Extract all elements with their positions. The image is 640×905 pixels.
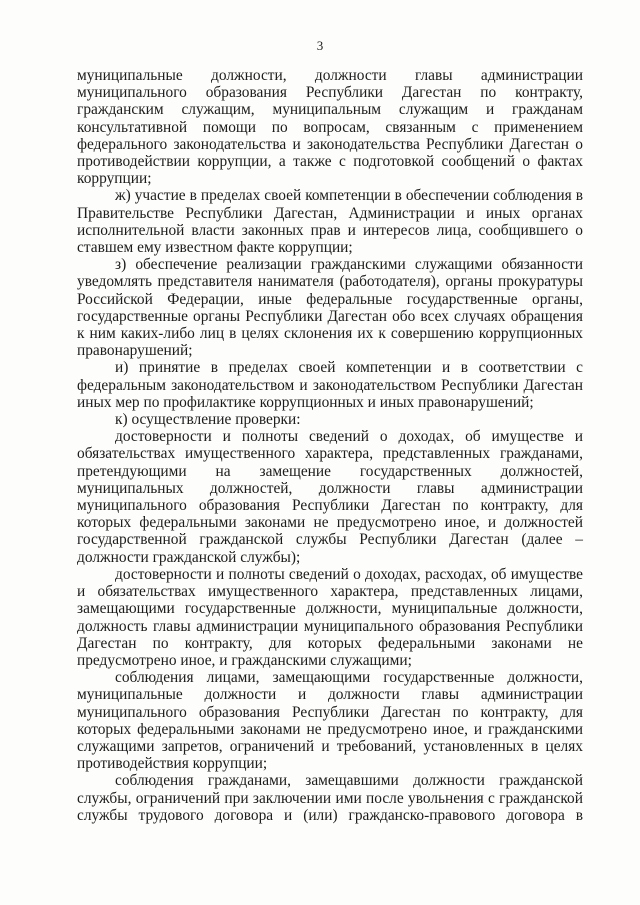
paragraph-item-z: з) обеспечение реализации гражданскими служащими обязанности уведомлять представителя нанимателя (работодателя), органы прокуратуры Российской Федерации, иные федеральные государственные органы, государственные органы Республики Дагестан обо всех случаях обращения к ним каких-либо лиц в целях склонения их к совершению коррупционных правонарушений; bbox=[77, 256, 583, 360]
paragraph-check-restrictions: соблюдения лицами, замещающими государственные должности, муниципальные должности и должности главы администрации муниципального образования Республики Дагестан по контракту, для которых федеральными законами не предусмотрено иное, и гражданскими служащими запретов, ограничений и требований, установленных в целях противодействия коррупции; bbox=[77, 669, 583, 773]
paragraph-check-applicants: достоверности и полноты сведений о доходах, об имуществе и обязательствах имущественного характера, представленных гражданами, претендующими на замещение государственных должностей, муниципальных должностей, должности главы администрации муниципального образования Республики Дагестан по контракту, для которых федеральными законами не предусмотрено иное, и должностей государственной гражданской службы Республики Дагестан (далее – должности гражданской службы); bbox=[77, 428, 583, 566]
paragraph-check-officials: достоверности и полноты сведений о доходах, расходах, об имуществе и обязательствах имущественного характера, представленных лицами, замещающими государственные должности, муниципальные должности, должность главы администрации муниципального образования Республики Дагестан по контракту, для которых федеральными законами не предусмотрено иное, и гражданскими служащими; bbox=[77, 565, 583, 669]
paragraph-item-zh: ж) участие в пределах своей компетенции в обеспечении соблюдения в Правительстве Республики Дагестан, Администрации и иных органах исполнительной власти законных прав и интересов лица, сообщившего о ставшем ему известном факте коррупции; bbox=[77, 187, 583, 257]
paragraph-item-i: и) принятие в пределах своей компетенции и в соответствии с федеральным законодательством и законодательством Республики Дагестан иных мер по профилактике коррупционных и иных правонарушений; bbox=[77, 359, 583, 411]
paragraph-check-former-employees: соблюдения гражданами, замещавшими должности гражданской службы, ограничений при заключении ими после увольнения с гражданской службы трудового договора и (или) гражданско-правового договора в bbox=[77, 772, 583, 824]
paragraph-item-k: к) осуществление проверки: bbox=[115, 411, 301, 429]
document-body bbox=[77, 67, 583, 824]
paragraph-continuation: муниципальные должности, должности главы администрации муниципального образования Республики Дагестан по контракту, гражданским служащим, муниципальным служащим и гражданам консультативной помощи по вопросам, связанным с применением федерального законодательства и законодательства Республики Дагестан о противодействии коррупции, а также с подготовкой сообщений о фактах коррупции; bbox=[77, 67, 583, 188]
page-number: 3 bbox=[316, 38, 324, 53]
